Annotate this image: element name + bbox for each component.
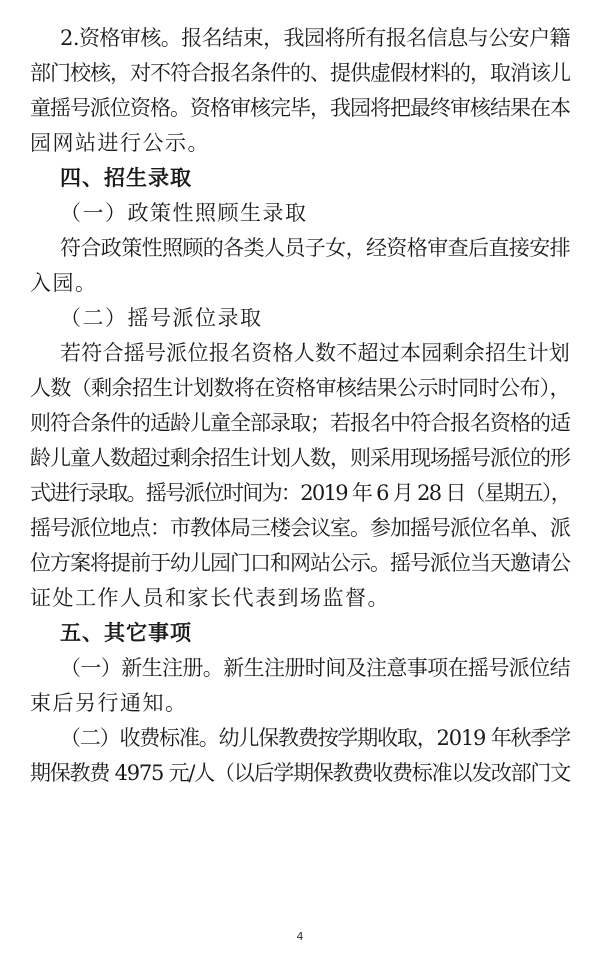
text-line: 2.资格审核。报名结束，我园将所有报名信息与公安户籍	[60, 26, 570, 50]
text-line: 人数（剩余招生计划数将在资格审核结果公示时同时公布），	[30, 376, 570, 400]
page-number: 4	[296, 930, 304, 943]
text-line: 摇号派位地点：市教体局三楼会议室。参加摇号派位名单、派	[30, 516, 570, 540]
text-line: 期保教费 4975 元/人（以后学期保教费收费标准以发改部门文	[30, 761, 570, 785]
text-line: 若符合摇号派位报名资格人数不超过本园剩余招生计划	[60, 341, 570, 365]
subsection-heading: （一）政策性照顾生录取	[60, 201, 308, 225]
text-line: 园网站进行公示。	[30, 131, 210, 155]
subsection-heading: （二）摇号派位录取	[60, 306, 263, 330]
text-line: 童摇号派位资格。资格审核完毕，我园将把最终审核结果在本	[30, 96, 570, 120]
text-line: 束后另行通知。	[30, 691, 188, 715]
text-line: （一）新生注册。新生注册时间及注意事项在摇号派位结	[60, 656, 570, 680]
text-line: 龄儿童人数超过剩余招生计划人数，则采用现场摇号派位的形	[30, 446, 570, 470]
section-heading: 四、招生录取	[60, 166, 192, 190]
text-line: 符合政策性照顾的各类人员子女，经资格审查后直接安排	[60, 236, 570, 260]
section-heading: 五、其它事项	[60, 621, 192, 645]
text-line: 部门校核，对不符合报名条件的、提供虚假材料的，取消该儿	[30, 61, 570, 85]
text-line: 位方案将提前于幼儿园门口和网站公示。摇号派位当天邀请公	[30, 551, 570, 575]
text-line: （二）收费标准。幼儿保教费按学期收取，2019 年秋季学	[60, 726, 570, 750]
text-line: 则符合条件的适龄儿童全部录取；若报名中符合报名资格的适	[30, 411, 570, 435]
text-line: 式进行录取。摇号派位时间为：2019 年 6 月 28 日（星期五），	[30, 481, 570, 505]
text-line: 入园。	[30, 271, 98, 295]
text-line: 证处工作人员和家长代表到场监督。	[30, 586, 390, 610]
